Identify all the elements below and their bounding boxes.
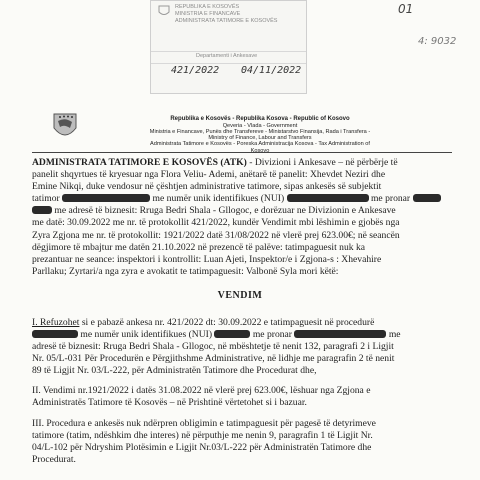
decision-item-3: III. Procedura e ankesës nuk ndërpren obligimin e tatimpaguesit për pagesë të detyrimeve tatimore (tatim, ndëshkim dhe interes) në përputhje me nenin 9, paragrafin 1 të Ligjit Nr. 04/L-102 për Ndryshim Plotësimin e Ligjit Nr.03/L-222 për Administratën Tatimore dhe Procedurat.	[32, 418, 376, 466]
decision-item-1: I. Refuzohet si e pabazë ankesa nr. 421/2022 dt: 30.09.2022 e tatimpaguesit në procedurë me numër unik identifikues (NUI) me pronar me adresë të biznesit: Rruga Bedri Shala - Gllogoc, në mbështetje të nenit 132, paragrafi 2 i Ligjit Nr. 05/L-031 Për Procedurën e Përgjithshme Administrative, në lidhje me paragrafin 2 të nenit 89 të Ligjit Nr. 03/L-222, për Administratën Tatimore dhe Procedurat dhe,	[32, 317, 401, 377]
item-1-lead: I. Refuzohet	[32, 317, 80, 328]
page-mark: 01	[398, 2, 414, 16]
redacted-owner	[413, 194, 441, 202]
org-name: ADMINISTRATA TATIMORE E KOSOVËS (ATK)	[32, 157, 247, 168]
redacted-nui	[287, 194, 369, 202]
header-line-3: Ministria e Financave, Punës dhe Transfereve - Ministarstvo Finansija, Rada i Transfera -	[149, 129, 371, 135]
redacted-owner-cont	[32, 206, 52, 214]
stamp-divider	[151, 51, 306, 52]
stamp-number: 421/2022	[171, 65, 220, 76]
stamp-divider	[151, 63, 306, 64]
stamp-date: 04/11/2022	[241, 65, 302, 76]
header-line-5: Administrata Tatimore e Kosovës - Poreska Administracija Kosova - Tax Administration of Kosovo	[150, 141, 370, 154]
redacted-owner	[294, 330, 386, 338]
received-stamp	[150, 0, 307, 94]
header-rule	[32, 152, 452, 153]
redacted-name	[62, 194, 150, 202]
stamp-line-1: REPUBLIKA E KOSOVËS	[175, 4, 240, 10]
stamp-line-2: MINISTRIA E FINANCAVE	[175, 11, 241, 17]
coat-of-arms-icon	[157, 4, 171, 18]
intro-paragraph: ADMINISTRATA TATIMORE E KOSOVËS (ATK) - Divizioni i Ankesave – në përbërje të panelit shqyrtues të kryesuar nga Flora Veliu- Ademi, anëtarë të panelit: Xhevdet Neziri dhe Emine Nikqi, duke vendosur në çështjen administrative tatimore, sipas ankesës së subjektit tatimor me numër unik identifikues (NUI) me pronar me adresë të biznesit: Rruga Bedri Shala - Gllogoc, e dorëzuar ne Divizionin e Ankesave me datë: 30.09.2022 me nr. të protokollit 421/2022, kundër Vendimit mbi lëshimin e gjobës nga Zyra Zgjona me nr. të protokollit: 1921/2022 datë 31/08/2022 në vlerë prej 623.00€; në seancën dëgjimore të mbajtur me datën 21.10.2022 në prezencë të palëve: tatimpaguesit nuk ka prezantuar ne seance: inspektori i kontrollit: Luan Ajeti, Inspektor/e i Zgjona-s : Xhevahire Parllaku; Zyrtari/a nga zyra e avokatit te tatimpaguesit: Valbonë Syla mori këtë:	[32, 157, 452, 278]
header-line-2: Qeveria - Vlada - Government	[222, 123, 298, 129]
stamp-department: Departamenti i Ankesave	[196, 53, 258, 59]
header-line-4: Ministry of Finance, Labour and Transfers	[208, 135, 312, 141]
redacted-taxpayer	[32, 330, 78, 338]
redacted-nui	[214, 330, 250, 338]
side-note: 4: 9032	[418, 36, 457, 47]
decision-item-2: II. Vendimi nr.1921/2022 i datës 31.08.2022 në vlerë prej 623.00€, lëshuar nga Zgjona e Administratës Tatimore të Kosovës – në Prishtinë vërtetohet si i bazuar.	[32, 385, 371, 409]
kosovo-emblem-icon	[52, 112, 78, 142]
stamp-line-3: ADMINISTRATA TATIMORE E KOSOVËS	[175, 18, 278, 24]
header-line-1: Republika e Kosovës - Republika Kosova - Republic of Kosovo	[170, 116, 350, 122]
decision-heading: VENDIM	[217, 290, 263, 301]
